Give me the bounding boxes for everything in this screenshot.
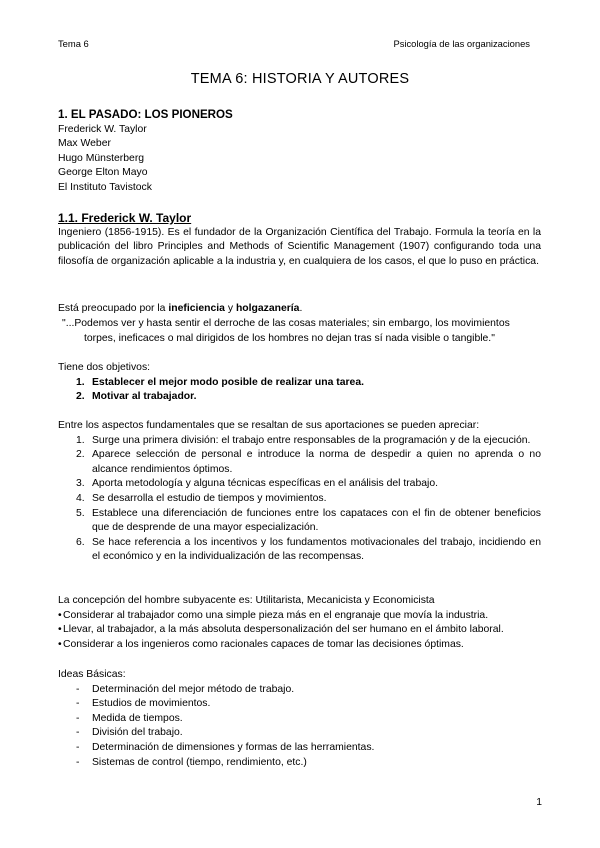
list-item	[58, 507, 541, 536]
list-item	[58, 756, 541, 771]
list-item	[58, 536, 541, 565]
concern-paragraph: Está preocupado por la ineficiencia y holgazanería.	[58, 303, 303, 314]
list-item	[58, 623, 541, 638]
item-text: Llevar, al trabajador, a la más absoluta despersonalización del ser humano en el ámbito laboral.	[63, 624, 504, 636]
header-right: Psicología de las organizaciones	[393, 38, 530, 49]
aspects-block	[58, 419, 541, 565]
list-item	[58, 683, 541, 698]
bold-holgazaneria: holgazanería	[235, 303, 300, 314]
list-item	[58, 697, 541, 712]
list-item	[58, 726, 541, 741]
quote-line: "...Podemos ver y hasta sentir el derroche de las cosas materiales; sin embargo, los movimientos	[62, 318, 510, 329]
item-number: 3.	[76, 478, 85, 490]
list-item	[58, 390, 541, 405]
bold-ineficiencia: ineficiencia	[168, 303, 225, 314]
item-text: Considerar al trabajador como una simple pieza más en el engranaje que movía la industria.	[63, 609, 489, 621]
section-heading: 1. EL PASADO: LOS PIONEROS	[58, 108, 233, 121]
pioneer-item: Frederick W. Taylor	[58, 123, 147, 135]
dash-icon: -	[76, 683, 80, 695]
dash-icon: -	[76, 741, 80, 753]
bullet-icon: •	[58, 638, 62, 650]
item-text: Aparece selección de personal e introduce la norma de despedir a quien no aprenda o no alcance rendimientos óptimos.	[92, 449, 541, 475]
item-text: Se desarrolla el estudio de tiempos y movimientos.	[92, 492, 327, 504]
pioneer-item: El Instituto Tavistock	[58, 181, 152, 193]
list-item	[58, 638, 541, 653]
pioneer-item: Hugo Münsterberg	[58, 152, 145, 164]
list-item	[58, 712, 541, 727]
page-number: 1	[536, 797, 542, 808]
ideas-label: Ideas Básicas:	[58, 669, 126, 680]
conception-text: La concepción del hombre subyacente es: Utilitarista, Mecanicista y Economicista	[58, 595, 435, 606]
conception-block	[58, 594, 541, 652]
bullet-icon: •	[58, 624, 62, 636]
item-text: Sistemas de control (tiempo, rendimiento, etc.)	[92, 756, 307, 768]
dash-icon: -	[76, 698, 80, 710]
item-number: 5.	[76, 507, 85, 519]
item-number: 4.	[76, 492, 85, 504]
list-item	[58, 609, 541, 624]
item-text: Determinación del mejor método de trabajo.	[92, 683, 295, 695]
ideas-block	[58, 668, 541, 770]
item-text: Surge una primera división: el trabajo entre responsables de la programación y de la ejecución.	[92, 434, 531, 446]
item-number: 2.	[76, 391, 85, 403]
item-text: Medida de tiempos.	[92, 712, 183, 724]
list-item	[58, 376, 541, 391]
item-number: 2.	[76, 449, 85, 461]
page-title: TEMA 6: HISTORIA Y AUTORES	[190, 71, 410, 87]
pioneer-item: George Elton Mayo	[58, 167, 148, 179]
list-item	[58, 492, 541, 507]
item-text: Considerar a los ingenieros como racionales capaces de tomar las decisiones óptimas.	[63, 638, 464, 650]
dash-icon: -	[76, 756, 80, 768]
item-text: División del trabajo.	[92, 727, 183, 739]
item-number: 1.	[76, 434, 85, 446]
aspects-intro: Entre los aspectos fundamentales que se resaltan de sus aportaciones se pueden apreciar:	[58, 420, 480, 431]
item-text: Establece una diferenciación de funciones entre los capataces con el fin de obtener beneficios que de desprende de una mayor especialización.	[92, 507, 541, 534]
quote-line: torpes, ineficaces o mal dirigidos de los hombres no dejan tras sí nada visible o tangible."	[84, 332, 495, 344]
intro-paragraph: Ingeniero (1856-1915). Es el fundador de la Organización Científica del Trabajo. Formula la teoría en la publicación del libro Principles and Methods of Scientific Management (1907) configurando toda una filosofía de organización aplicable a la industria y, en cualquiera de los casos, el que lo puso en práctica.	[58, 226, 541, 267]
item-number: 6.	[76, 536, 85, 548]
list-item	[58, 434, 541, 449]
section-taylor	[58, 211, 541, 269]
item-text: Estudios de movimientos.	[92, 698, 211, 710]
quote-block	[58, 317, 545, 346]
header-left: Tema 6	[58, 38, 89, 49]
section-pioneers	[58, 108, 541, 196]
item-number: 1.	[76, 376, 85, 388]
list-item	[58, 448, 541, 477]
dash-icon: -	[76, 712, 80, 724]
pioneer-item: Max Weber	[58, 138, 111, 150]
subsection-heading: 1.1. Frederick W. Taylor	[58, 211, 192, 225]
item-text: Aporta metodología y alguna técnicas específicas en el análisis del trabajo.	[92, 478, 438, 490]
list-item	[58, 741, 541, 756]
item-text: Motivar al trabajador.	[92, 391, 197, 403]
list-item	[58, 477, 541, 492]
bullet-icon: •	[58, 609, 62, 621]
dash-icon: -	[76, 727, 80, 739]
item-text: Establecer el mejor modo posible de realizar una tarea.	[92, 376, 364, 388]
objectives-label: Tiene dos objetivos:	[58, 362, 151, 373]
item-text: Determinación de dimensiones y formas de las herramientas.	[92, 741, 375, 753]
item-text: Se hace referencia a los incentivos y los fundamentos motivacionales del trabajo, incidiendo en el económico y en la individualización de las recompensas.	[92, 536, 541, 563]
objectives-block	[58, 361, 541, 405]
